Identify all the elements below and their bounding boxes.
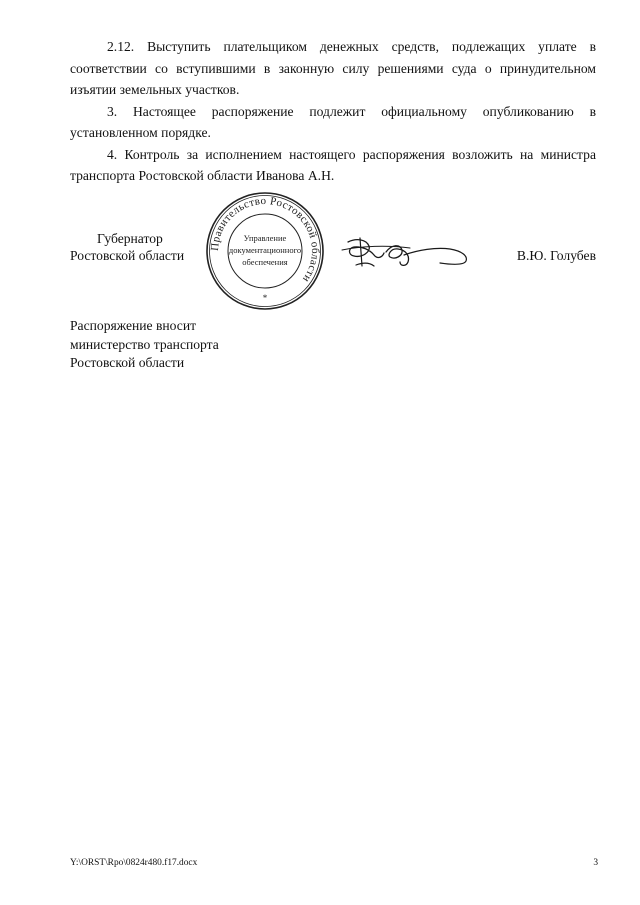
submitter-block	[70, 317, 219, 373]
paragraph-2-12: 2.12. Выступить плательщиком денежных средств, подлежащих уплате в соответствии со вступившими в законную силу решениями суда о принудительном изъятии земельных участков.	[70, 39, 596, 97]
seal-icon	[204, 190, 326, 312]
paragraph-3: 3. Настоящее распоряжение подлежит официальному опубликованию в установленном порядке.	[70, 103, 596, 140]
signatory-position: Губернатор	[97, 231, 163, 246]
signatory-region: Ростовской области	[70, 248, 185, 263]
seal-star: *	[262, 293, 268, 303]
signature-icon	[340, 232, 476, 274]
footer-page-number: 3	[593, 858, 598, 868]
official-seal	[204, 190, 326, 312]
seal-inner-line-2: документационного	[228, 245, 302, 255]
signatory-name: В.Ю. Голубев	[516, 248, 596, 263]
seal-inner-line-1: Управление	[243, 233, 287, 243]
submitter-line-3: Ростовской области	[70, 355, 185, 370]
handwritten-signature	[340, 232, 476, 274]
submitter-line-2: министерство транспорта	[70, 336, 219, 352]
submitter-line-1: Распоряжение вносит	[70, 318, 197, 333]
paragraph-4: 4. Контроль за исполнением настоящего распоряжения возложить на министра транспорта Ростовской области Иванова А.Н.	[70, 146, 596, 183]
signature-block	[0, 0, 640, 320]
seal-inner-line-3: обеспечения	[242, 257, 288, 267]
seal-outer-text: Правительство Ростовской области	[208, 194, 322, 285]
footer-file-path: Y:\ORST\Rpo\0824r480.f17.docx	[70, 858, 198, 868]
